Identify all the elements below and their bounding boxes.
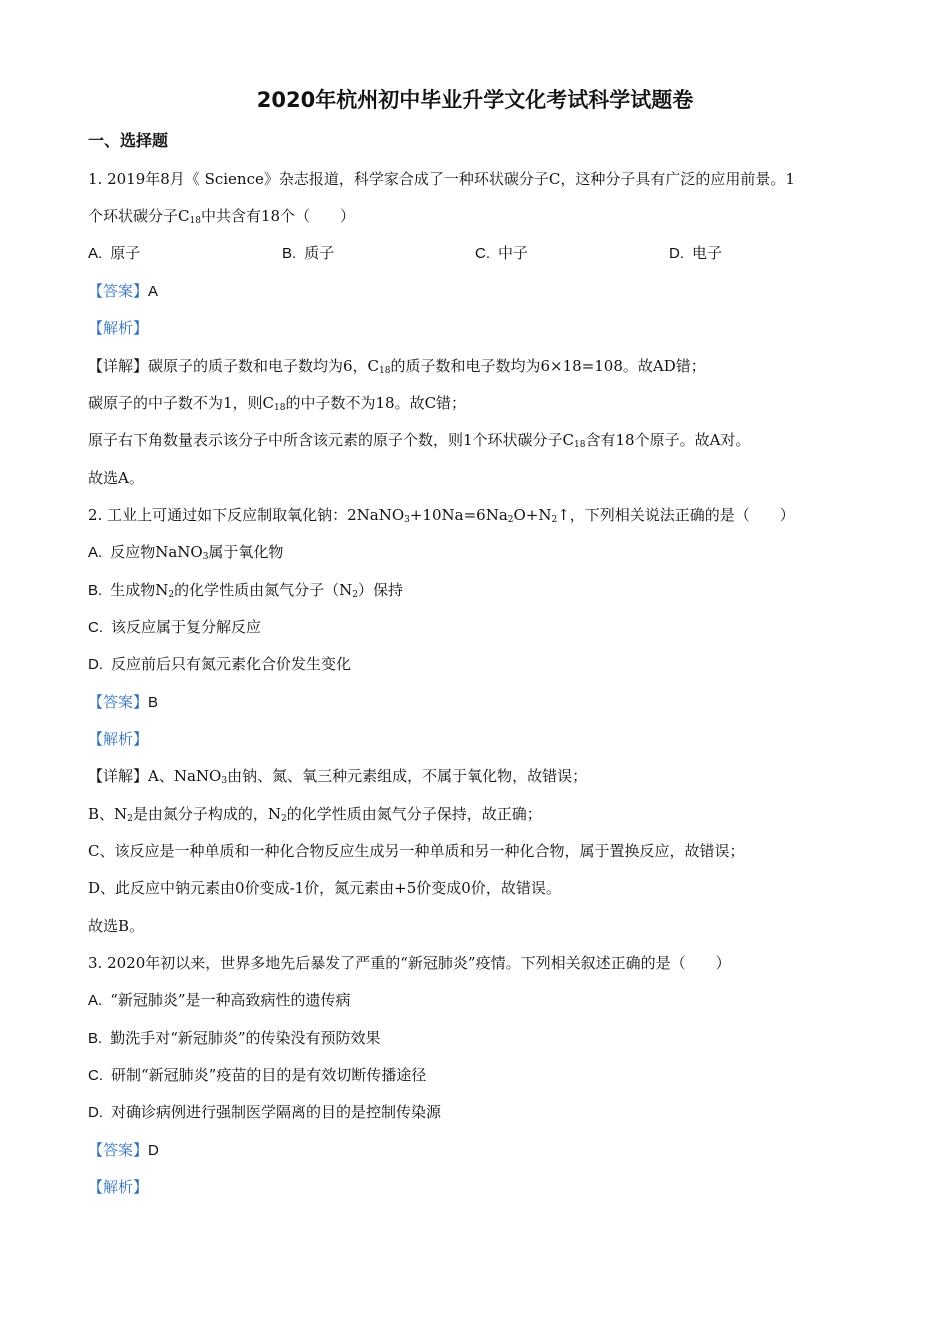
q3-answer: 【答案】D xyxy=(88,1141,159,1159)
q3-option-a: A. “新冠肺炎”是一种高致病性的遗传病 xyxy=(88,991,351,1009)
q1-detail-line2: 碳原子的中子数不为1，则$C_{18}$的中子数不为18。故C错； xyxy=(88,394,467,413)
page-title: 2020年杭州初中毕业升学文化考试科学试题卷 xyxy=(256,88,694,112)
q1-option-d: D. 电子 xyxy=(669,244,723,262)
q1-conclusion: 故选A。 xyxy=(88,469,144,487)
q3-option-d: D. 对确诊病例进行强制医学隔离的目的是控制传染源 xyxy=(88,1103,442,1121)
q2-detail-line4: D、此反应中钠元素由0价变成-1价，氮元素由+5价变成0价，故错误。 xyxy=(88,879,561,897)
q1-stem-line1: 1. 2019年8月《 Science》杂志报道，科学家合成了一种环状碳分子C，这种分子具有广泛的应用前景。1 xyxy=(88,170,795,188)
q1-stem-line2: 个环状碳分子$C_{18}$中共含有18个（ ） xyxy=(88,207,356,226)
q2-option-c: C. 该反应属于复分解反应 xyxy=(88,618,262,636)
q3-analysis-tag: 【解析】 xyxy=(88,1178,149,1196)
q3-stem: 3. 2020年初以来，世界多地先后暴发了严重的“新冠肺炎”疫情。下列相关叙述正确的是（ ） xyxy=(88,954,731,972)
q2-analysis-tag: 【解析】 xyxy=(88,730,149,748)
q1-option-b: B. 质子 xyxy=(282,244,335,262)
q1-detail-line3: 原子右下角数量表示该分子中所含该元素的原子个数，则1个环状碳分子$C_{18}$含有18个原子。故A对。 xyxy=(88,431,751,450)
q1-option-c: C. 中子 xyxy=(475,244,529,262)
q1-analysis-tag: 【解析】 xyxy=(88,319,149,337)
q1-detail-line1: 【详解】碳原子的质子数和电子数均为6，$C_{18}$的质子数和电子数均为6×18=108。故AD错； xyxy=(88,357,706,376)
q2-option-b: B. 生成物$N_2$的化学性质由氮气分子$(N_2)$保持 xyxy=(88,581,403,600)
q2-option-d: D. 反应前后只有氮元素化合价发生变化 xyxy=(88,655,352,673)
q2-detail-line2: B、$N_2$是由氮分子构成的，$N_2$的化学性质由氮气分子保持，故正确； xyxy=(88,805,542,824)
q3-option-b: B. 勤洗手对“新冠肺炎”的传染没有预防效果 xyxy=(88,1029,381,1047)
q2-conclusion: 故选B。 xyxy=(88,917,145,935)
q1-option-a: A. 原子 xyxy=(88,244,141,262)
q3-option-c: C. 研制“新冠肺炎”疫苗的目的是有效切断传播途径 xyxy=(88,1066,427,1084)
q1-answer: 【答案】A xyxy=(88,282,159,300)
q2-stem: 2. 工业上可通过如下反应制取氧化钠：$2NaNO_3+10Na=6Na_2O+N_2↑$，下列相关说法正确的是（ ） xyxy=(88,506,795,525)
q2-detail-line3: C、该反应是一种单质和一种化合物反应生成另一种单质和另一种化合物，属于置换反应，故错误； xyxy=(88,842,745,860)
q2-answer: 【答案】B xyxy=(88,693,159,711)
q2-option-a: A. 反应物NaNO$_3$属于氧化物 xyxy=(88,543,284,562)
q2-detail-line1: 【详解】A、NaNO$_3$由钠、氮、氧三种元素组成，不属于氧化物，故错误； xyxy=(88,767,588,786)
section-heading: 一、选择题 xyxy=(88,131,169,150)
